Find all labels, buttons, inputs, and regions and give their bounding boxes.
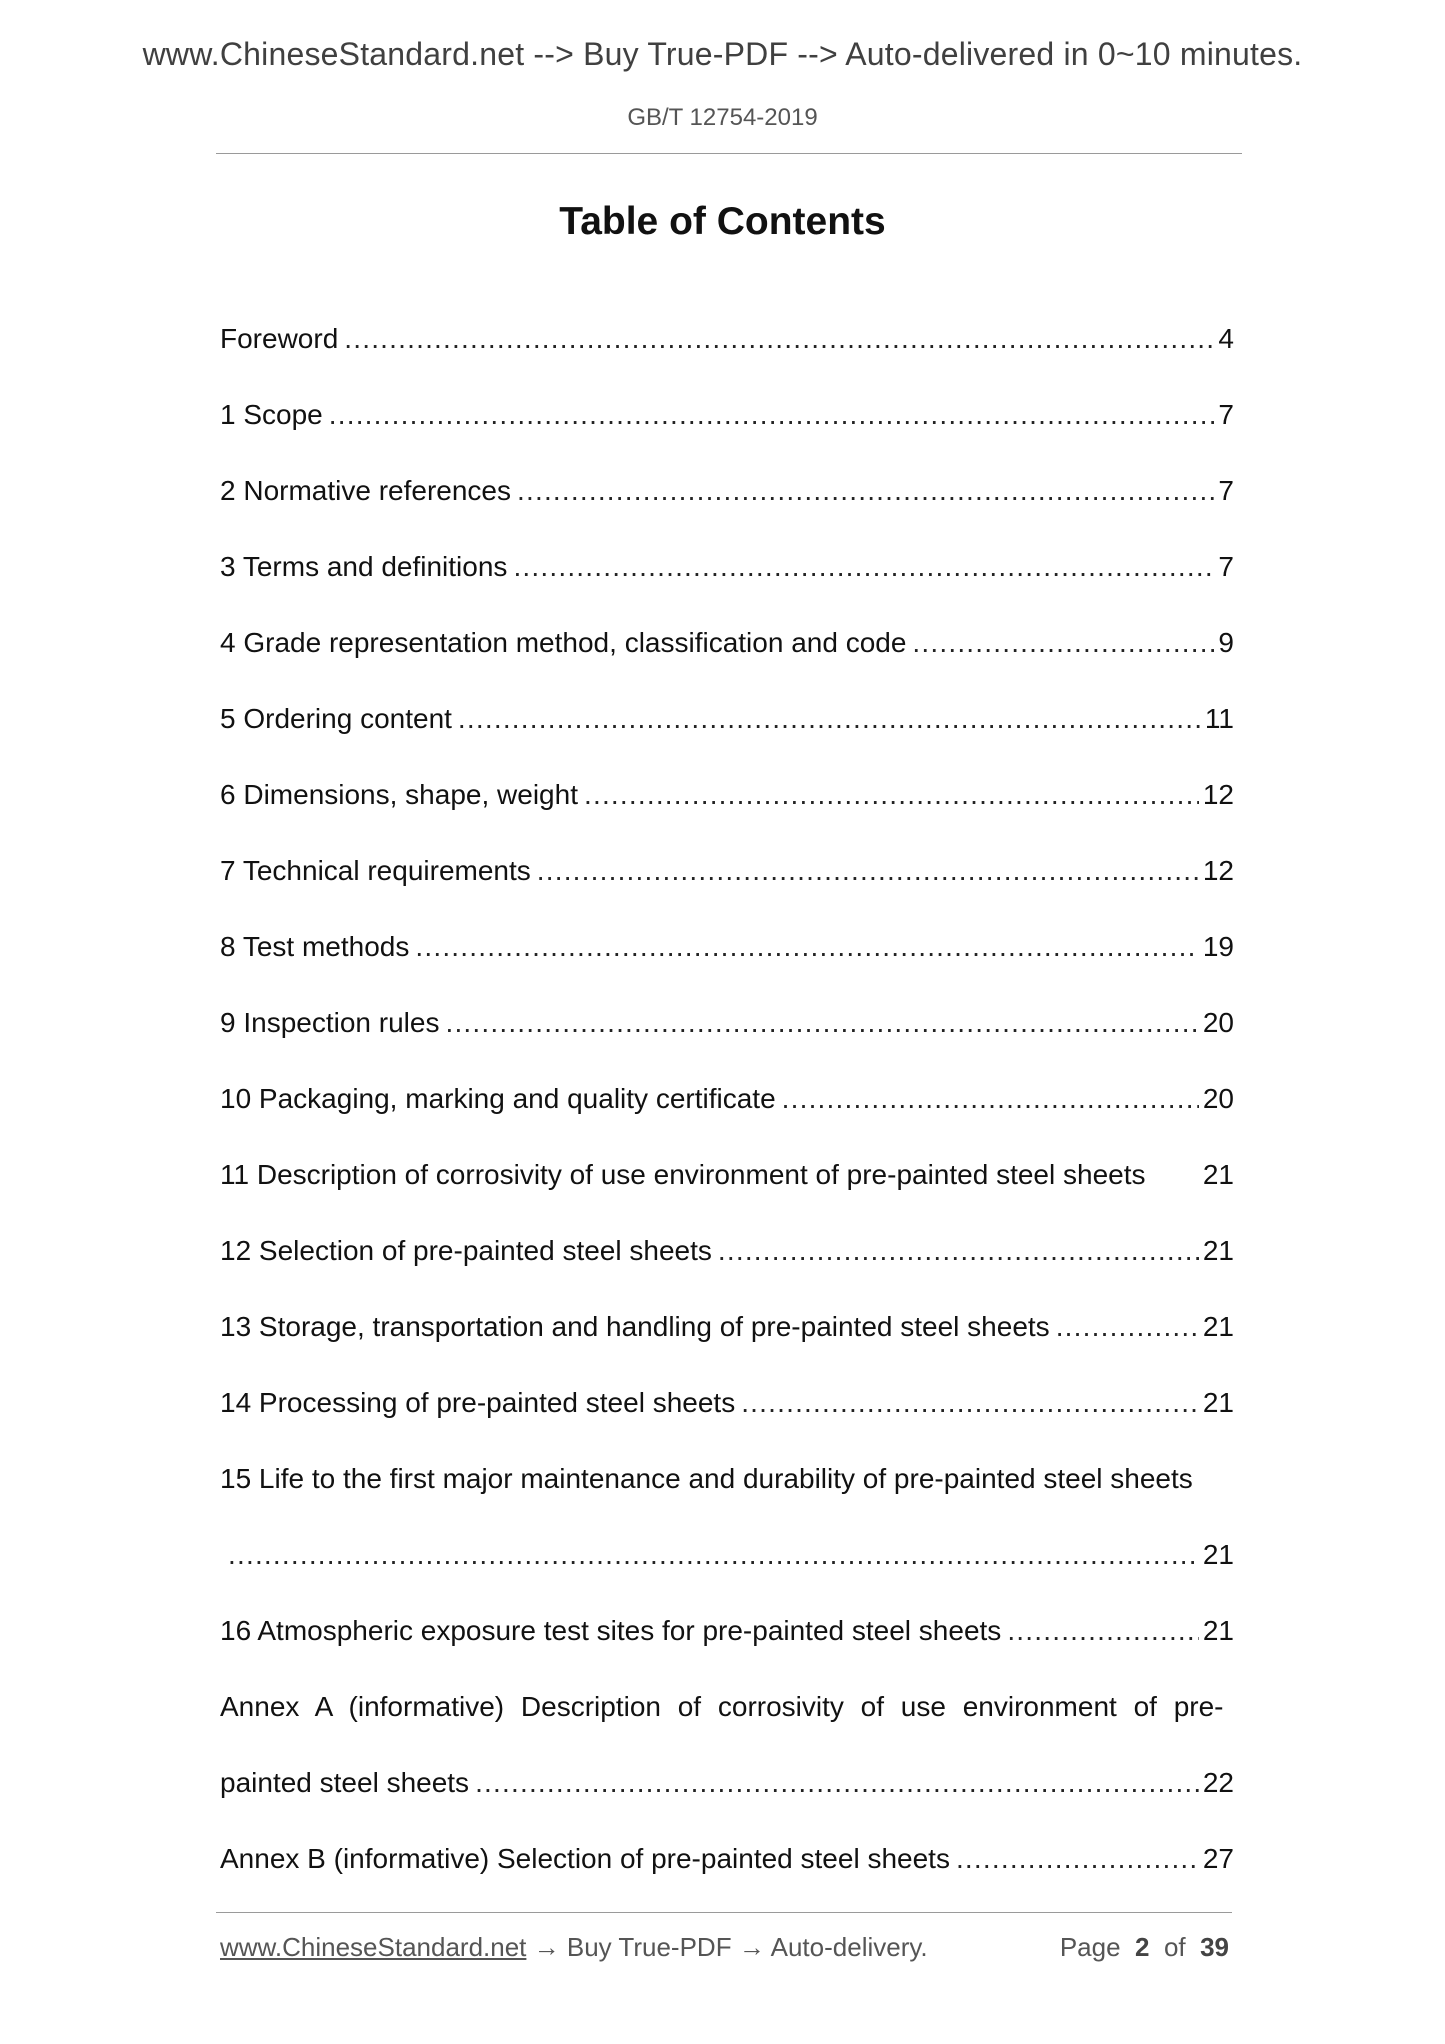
toc-entry-grade-representation[interactable]	[220, 623, 1234, 663]
toc-entry-title: 7 Technical requirements	[220, 855, 531, 886]
page-label: Page	[1059, 1932, 1121, 1962]
toc-entry-dimensions[interactable]	[220, 775, 1234, 815]
toc-entry-selection[interactable]	[220, 1231, 1234, 1271]
toc-entry-ordering-content[interactable]	[220, 699, 1234, 739]
toc-entry-title: 9 Inspection rules	[220, 1007, 440, 1038]
toc-entry-page: 12	[1202, 855, 1234, 886]
footer-divider	[216, 1912, 1232, 1913]
toc-entry-page: 21	[1202, 1311, 1234, 1342]
footer-delivery-text: Auto-delivery.	[770, 1932, 928, 1962]
dot-leader	[445, 1003, 1198, 1043]
toc-entry-page: 11	[1204, 703, 1234, 734]
dot-leader	[782, 1079, 1199, 1119]
toc-entry-page: 7	[1218, 551, 1234, 582]
toc-entry-page: 22	[1202, 1767, 1234, 1798]
toc-entry-title: 13 Storage, transportation and handling of pre-painted steel sheets	[220, 1311, 1050, 1342]
top-banner: www.ChineseStandard.net --> Buy True-PDF --> Auto-delivered in 0~10 minutes.	[142, 36, 1303, 72]
dot-leader	[517, 471, 1214, 511]
toc-entry-title: painted steel sheets	[220, 1767, 470, 1798]
toc-entry-page: 20	[1202, 1007, 1234, 1038]
header-divider	[216, 153, 1242, 154]
toc-entry-title: 3 Terms and definitions	[220, 551, 508, 582]
footer-promo	[220, 1932, 928, 1963]
footer-site-link[interactable]: www.ChineseStandard.net	[220, 1932, 527, 1962]
toc-entry-page: 7	[1218, 399, 1234, 430]
dot-leader	[415, 927, 1198, 967]
dot-leader	[741, 1383, 1199, 1423]
dot-leader	[718, 1231, 1199, 1271]
total-page-number: 39	[1200, 1932, 1229, 1962]
toc-entry-terms-definitions[interactable]	[220, 547, 1234, 587]
arrow-right-icon: →	[533, 1932, 560, 1962]
toc-entry-page: 21	[1202, 1615, 1234, 1646]
toc-entry-page: 19	[1202, 931, 1234, 962]
toc-entry-title: 10 Packaging, marking and quality certificate	[220, 1083, 776, 1114]
dot-leader	[1056, 1307, 1199, 1347]
toc-entry-annex-b[interactable]	[220, 1839, 1234, 1879]
toc-entry-page: 7	[1218, 475, 1234, 506]
toc-entry-annex-a-cont[interactable]	[220, 1763, 1234, 1803]
toc-entry-processing[interactable]	[220, 1383, 1234, 1423]
dot-leader	[912, 623, 1214, 663]
dot-leader	[956, 1839, 1199, 1879]
toc-entry-exposure-test-sites[interactable]	[220, 1611, 1234, 1651]
toc-entry-life-maintenance[interactable]	[220, 1459, 1234, 1499]
toc-entry-page: 12	[1202, 779, 1234, 810]
toc-entry-normative-references[interactable]	[220, 471, 1234, 511]
toc-entry-page: 9	[1218, 627, 1234, 658]
toc-entry-page: 21	[1202, 1539, 1234, 1570]
document-id: GB/T 12754-2019	[627, 104, 818, 131]
toc-entry-inspection-rules[interactable]	[220, 1003, 1234, 1043]
toc-entry-title: 8 Test methods	[220, 931, 410, 962]
toc-entry-packaging[interactable]	[220, 1079, 1234, 1119]
dot-leader	[537, 851, 1199, 891]
toc-entry-page: 21	[1202, 1159, 1234, 1190]
page-indicator	[1060, 1932, 1229, 1963]
toc-entry-life-maintenance-page[interactable]	[220, 1535, 1234, 1575]
toc-entry-page: 27	[1202, 1843, 1234, 1874]
toc-entry-scope[interactable]	[220, 395, 1234, 435]
toc-entry-page: 21	[1202, 1387, 1234, 1418]
of-label: of	[1163, 1932, 1186, 1962]
current-page-number: 2	[1135, 1932, 1150, 1962]
toc-entry-technical-requirements[interactable]	[220, 851, 1234, 891]
toc-entry-page: 4	[1218, 323, 1234, 354]
dot-leader	[513, 547, 1214, 587]
toc-entry-page: 21	[1202, 1235, 1234, 1266]
toc-entry-title: 14 Processing of pre-painted steel sheets	[220, 1387, 736, 1418]
page-title: Table of Contents	[559, 200, 886, 243]
toc-entry-title: 5 Ordering content	[220, 703, 452, 734]
toc-entry-title: 6 Dimensions, shape, weight	[220, 779, 578, 810]
toc-entry-storage[interactable]	[220, 1307, 1234, 1347]
toc-entry-title: 11 Description of corrosivity of use environment of pre-painted steel sheets	[220, 1159, 1146, 1190]
toc-entry-title: 4 Grade representation method, classification and code	[220, 627, 907, 658]
toc-entry-title: 2 Normative references	[220, 475, 512, 506]
dot-leader	[329, 395, 1215, 435]
toc-entry-foreword[interactable]	[220, 319, 1234, 359]
toc-entry-title: Annex A (informative) Description of corrosivity of use environment of pre-	[220, 1691, 1224, 1722]
arrow-right-icon: →	[738, 1932, 765, 1962]
toc-entry-title: 1 Scope	[220, 399, 323, 430]
toc-entry-corrosivity-description[interactable]	[220, 1155, 1234, 1195]
dot-leader	[458, 699, 1201, 739]
dot-leader	[228, 1535, 1199, 1575]
toc-entry-title: Annex B (informative) Selection of pre-painted steel sheets	[220, 1843, 950, 1874]
toc-entry-test-methods[interactable]	[220, 927, 1234, 967]
footer-buy-text: Buy True-PDF	[566, 1932, 732, 1962]
toc-entry-annex-a[interactable]	[220, 1687, 1234, 1727]
toc-entry-title: 15 Life to the first major maintenance and durability of pre-painted steel sheets	[220, 1463, 1193, 1494]
dot-leader	[475, 1763, 1199, 1803]
toc-entry-title: Foreword	[220, 323, 339, 354]
toc-entry-page: 20	[1202, 1083, 1234, 1114]
dot-leader	[344, 319, 1214, 359]
dot-leader	[584, 775, 1199, 815]
toc-entry-title: 16 Atmospheric exposure test sites for pre-painted steel sheets	[220, 1615, 1002, 1646]
toc-entry-title: 12 Selection of pre-painted steel sheets	[220, 1235, 712, 1266]
dot-leader	[1007, 1611, 1199, 1651]
